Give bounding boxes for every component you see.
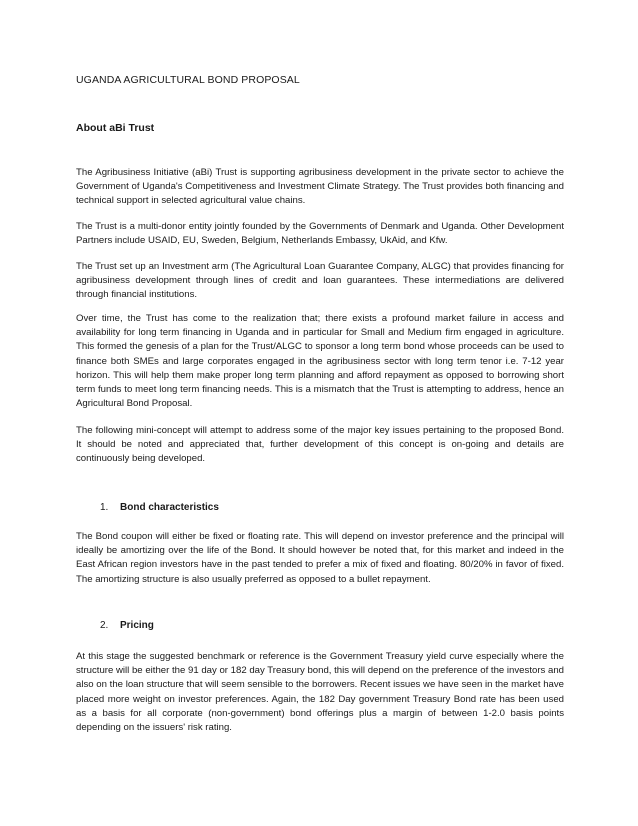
section-number: 2.	[100, 620, 109, 631]
section-heading-bond-characteristics	[100, 502, 219, 513]
section-number: 1.	[100, 502, 109, 513]
paragraph-donors: The Trust is a multi-donor entity jointly founded by the Governments of Denmark and Uganda. Other Development Partners include USAID, EU, Sweden, Belgium, Netherlands Embassy, UkAid, and Kfw.	[76, 221, 564, 247]
paragraph-market-failure: Over time, the Trust has come to the realization that; there exists a profound market failure in access and availability for long term financing in Uganda and in particular for Small and Medium firm engaged in agriculture. This formed the genesis of a plan for the Trust/ALGC to sponsor a long term bond whose proceeds can be used to finance both SMEs and large corporates engaged in the agribusiness sector with long term tenor i.e. 7-12 year horizon. This will help them make proper long term planning and afford repayment as opposed to borrowing short term funds to meet long term financing needs. This is a mismatch that the Trust is attempting to address, hence an Agricultural Bond Proposal.	[76, 313, 564, 410]
paragraph-intro: The Agribusiness Initiative (aBi) Trust is supporting agribusiness development in the private sector to achieve the Government of Uganda's Competitiveness and Investment Climate Strategy. The Trust provides both financing and technical support in selected agricultural value chains.	[76, 167, 564, 207]
paragraph-bond-characteristics: The Bond coupon will either be fixed or floating rate. This will depend on investor preference and the principal will ideally be amortizing over the life of the Bond. It should however be noted that, for this market and indeed in the East African region investors have in the past tended to prefer a mix of fixed and floating. 80/20% in favor of fixed. The amortizing structure is also usually preferred as opposed to a bullet repayment.	[76, 531, 564, 585]
about-heading: About aBi Trust	[76, 122, 155, 134]
paragraph-investment-arm: The Trust set up an Investment arm (The Agricultural Loan Guarantee Company, ALGC) that provides financing for agribusiness development through lines of credit and loan guarantees. These intermediations are delivered through financial institutions.	[76, 261, 564, 301]
paragraph-mini-concept: The following mini-concept will attempt to address some of the major key issues pertaining to the proposed Bond. It should be noted and appreciated that, further development of this concept is on-going and details are continuously being developed.	[76, 425, 564, 465]
paragraph-pricing: At this stage the suggested benchmark or reference is the Government Treasury yield curve especially where the structure will be either the 91 day or 182 day Treasury bond, this will depend on the preference of the investors and also on the loan structure that will seem sensible to the borrowers. Recent issues we have seen in the market have placed more weight on investor preferences. Again, the 182 Day government Treasury Bond rate has been used as a basis for all corporate (non-government) bond offerings plus a margin of between 1-2.0 basis points depending on the issuers' risk rating.	[76, 651, 564, 734]
section-heading-pricing	[100, 620, 154, 631]
section-label: Bond characteristics	[120, 502, 219, 513]
document-title: UGANDA AGRICULTURAL BOND PROPOSAL	[76, 74, 300, 86]
section-label: Pricing	[120, 620, 154, 631]
